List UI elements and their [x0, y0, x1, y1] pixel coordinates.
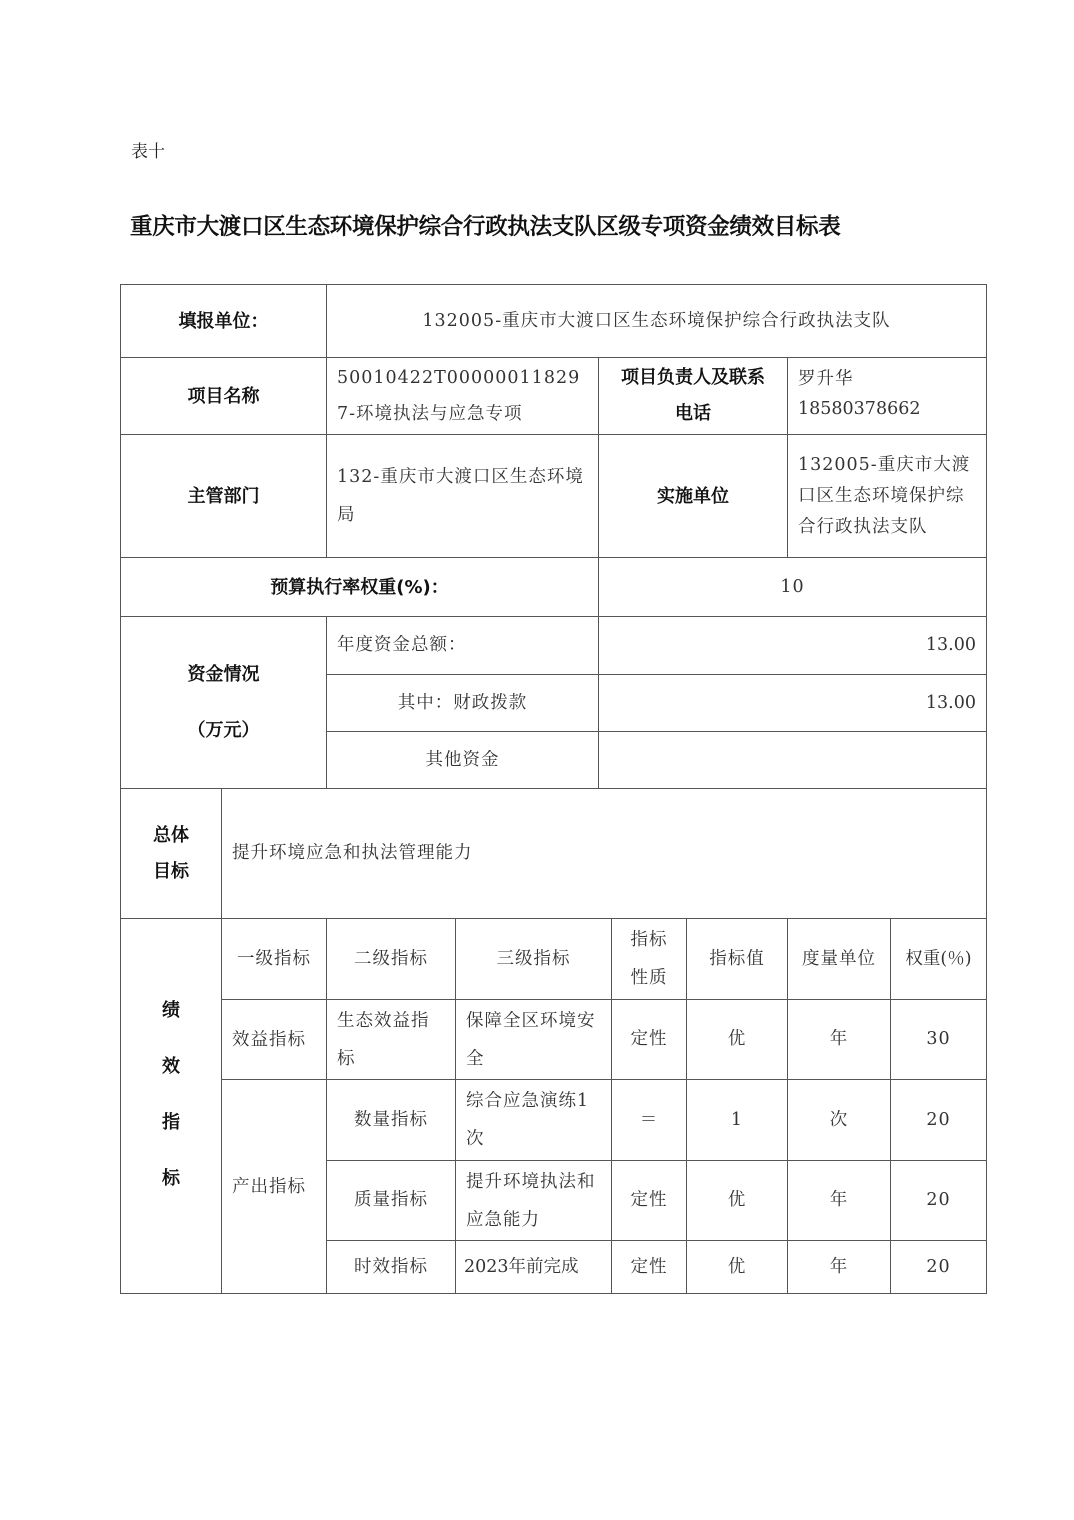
row4-level3: 2023年前完成 — [455, 1240, 612, 1294]
row2-unit: 次 — [787, 1079, 891, 1161]
row1-nature: 定性 — [611, 999, 687, 1080]
fiscal-value: 13.00 — [598, 674, 987, 732]
header-level3: 三级指标 — [455, 918, 612, 1000]
row4-nature: 定性 — [611, 1240, 687, 1294]
budget-rate-value: 10 — [598, 557, 987, 617]
row2-nature: ＝ — [611, 1079, 687, 1161]
funds-label — [120, 616, 327, 789]
row3-level2: 质量指标 — [326, 1160, 456, 1241]
project-lead-name: 罗升华 — [798, 369, 854, 389]
funds-label-line1: 资金情况 — [187, 663, 260, 685]
header-unit: 度量单位 — [787, 918, 891, 1000]
row3-nature: 定性 — [611, 1160, 687, 1241]
row3-value: 优 — [686, 1160, 788, 1241]
dept-value: 132-重庆市大渡口区生态环境局 — [326, 434, 599, 558]
header-weight: 权重(％) — [890, 918, 987, 1000]
goal-label-line1: 总体 — [153, 824, 189, 846]
header-nature: 指标性质 — [611, 918, 687, 1000]
project-lead-label: 项目负责人及联系电话 — [598, 357, 788, 435]
funds-label-line2: （万元） — [187, 719, 260, 741]
fiscal-label: 其中：财政拨款 — [326, 674, 599, 732]
annual-total-value: 13.00 — [598, 616, 987, 675]
performance-side-label — [120, 918, 222, 1294]
row2-level1: 产出指标 — [221, 1079, 327, 1294]
dept-label: 主管部门 — [120, 434, 327, 558]
row2-level2: 数量指标 — [326, 1079, 456, 1161]
side-char: 效 — [162, 1056, 180, 1077]
goal-label — [120, 788, 222, 919]
page-title: 重庆市大渡口区生态环境保护综合行政执法支队区级专项资金绩效目标表 — [130, 214, 841, 240]
row1-level1: 效益指标 — [221, 999, 327, 1080]
table-label: 表十 — [131, 142, 165, 162]
row3-unit: 年 — [787, 1160, 891, 1241]
row1-unit: 年 — [787, 999, 891, 1080]
header-level2: 二级指标 — [326, 918, 456, 1000]
header-value: 指标值 — [686, 918, 788, 1000]
project-lead-cell — [787, 357, 987, 435]
side-char: 绩 — [162, 1000, 180, 1021]
header-level1: 一级指标 — [221, 918, 327, 1000]
project-name-value: 50010422T000000118297-环境执法与应急专项 — [326, 357, 599, 435]
row4-level2: 时效指标 — [326, 1240, 456, 1294]
other-funds-value — [598, 731, 987, 789]
project-lead-phone: 18580378662 — [798, 399, 921, 419]
reporting-unit-value: 132005-重庆市大渡口区生态环境保护综合行政执法支队 — [326, 284, 987, 358]
other-funds-label: 其他资金 — [326, 731, 599, 789]
row2-weight: 20 — [890, 1079, 987, 1161]
row1-level2: 生态效益指标 — [326, 999, 456, 1080]
annual-total-label: 年度资金总额： — [326, 616, 599, 675]
project-name-label: 项目名称 — [120, 357, 327, 435]
goal-value: 提升环境应急和执法管理能力 — [221, 788, 987, 919]
row3-weight: 20 — [890, 1160, 987, 1241]
row2-value: 1 — [686, 1079, 788, 1161]
row4-value: 优 — [686, 1240, 788, 1294]
row3-level3: 提升环境执法和应急能力 — [455, 1160, 612, 1241]
goal-label-line2: 目标 — [153, 860, 189, 882]
row1-weight: 30 — [890, 999, 987, 1080]
reporting-unit-label: 填报单位： — [120, 284, 327, 358]
side-char: 标 — [162, 1168, 180, 1189]
row4-weight: 20 — [890, 1240, 987, 1294]
row4-unit: 年 — [787, 1240, 891, 1294]
row2-level3: 综合应急演练1次 — [455, 1079, 612, 1161]
row1-value: 优 — [686, 999, 788, 1080]
impl-label: 实施单位 — [598, 434, 788, 558]
side-char: 指 — [162, 1112, 180, 1133]
row1-level3: 保障全区环境安全 — [455, 999, 612, 1080]
budget-rate-label: 预算执行率权重(%)： — [120, 557, 599, 617]
impl-value: 132005-重庆市大渡口区生态环境保护综合行政执法支队 — [787, 434, 987, 558]
